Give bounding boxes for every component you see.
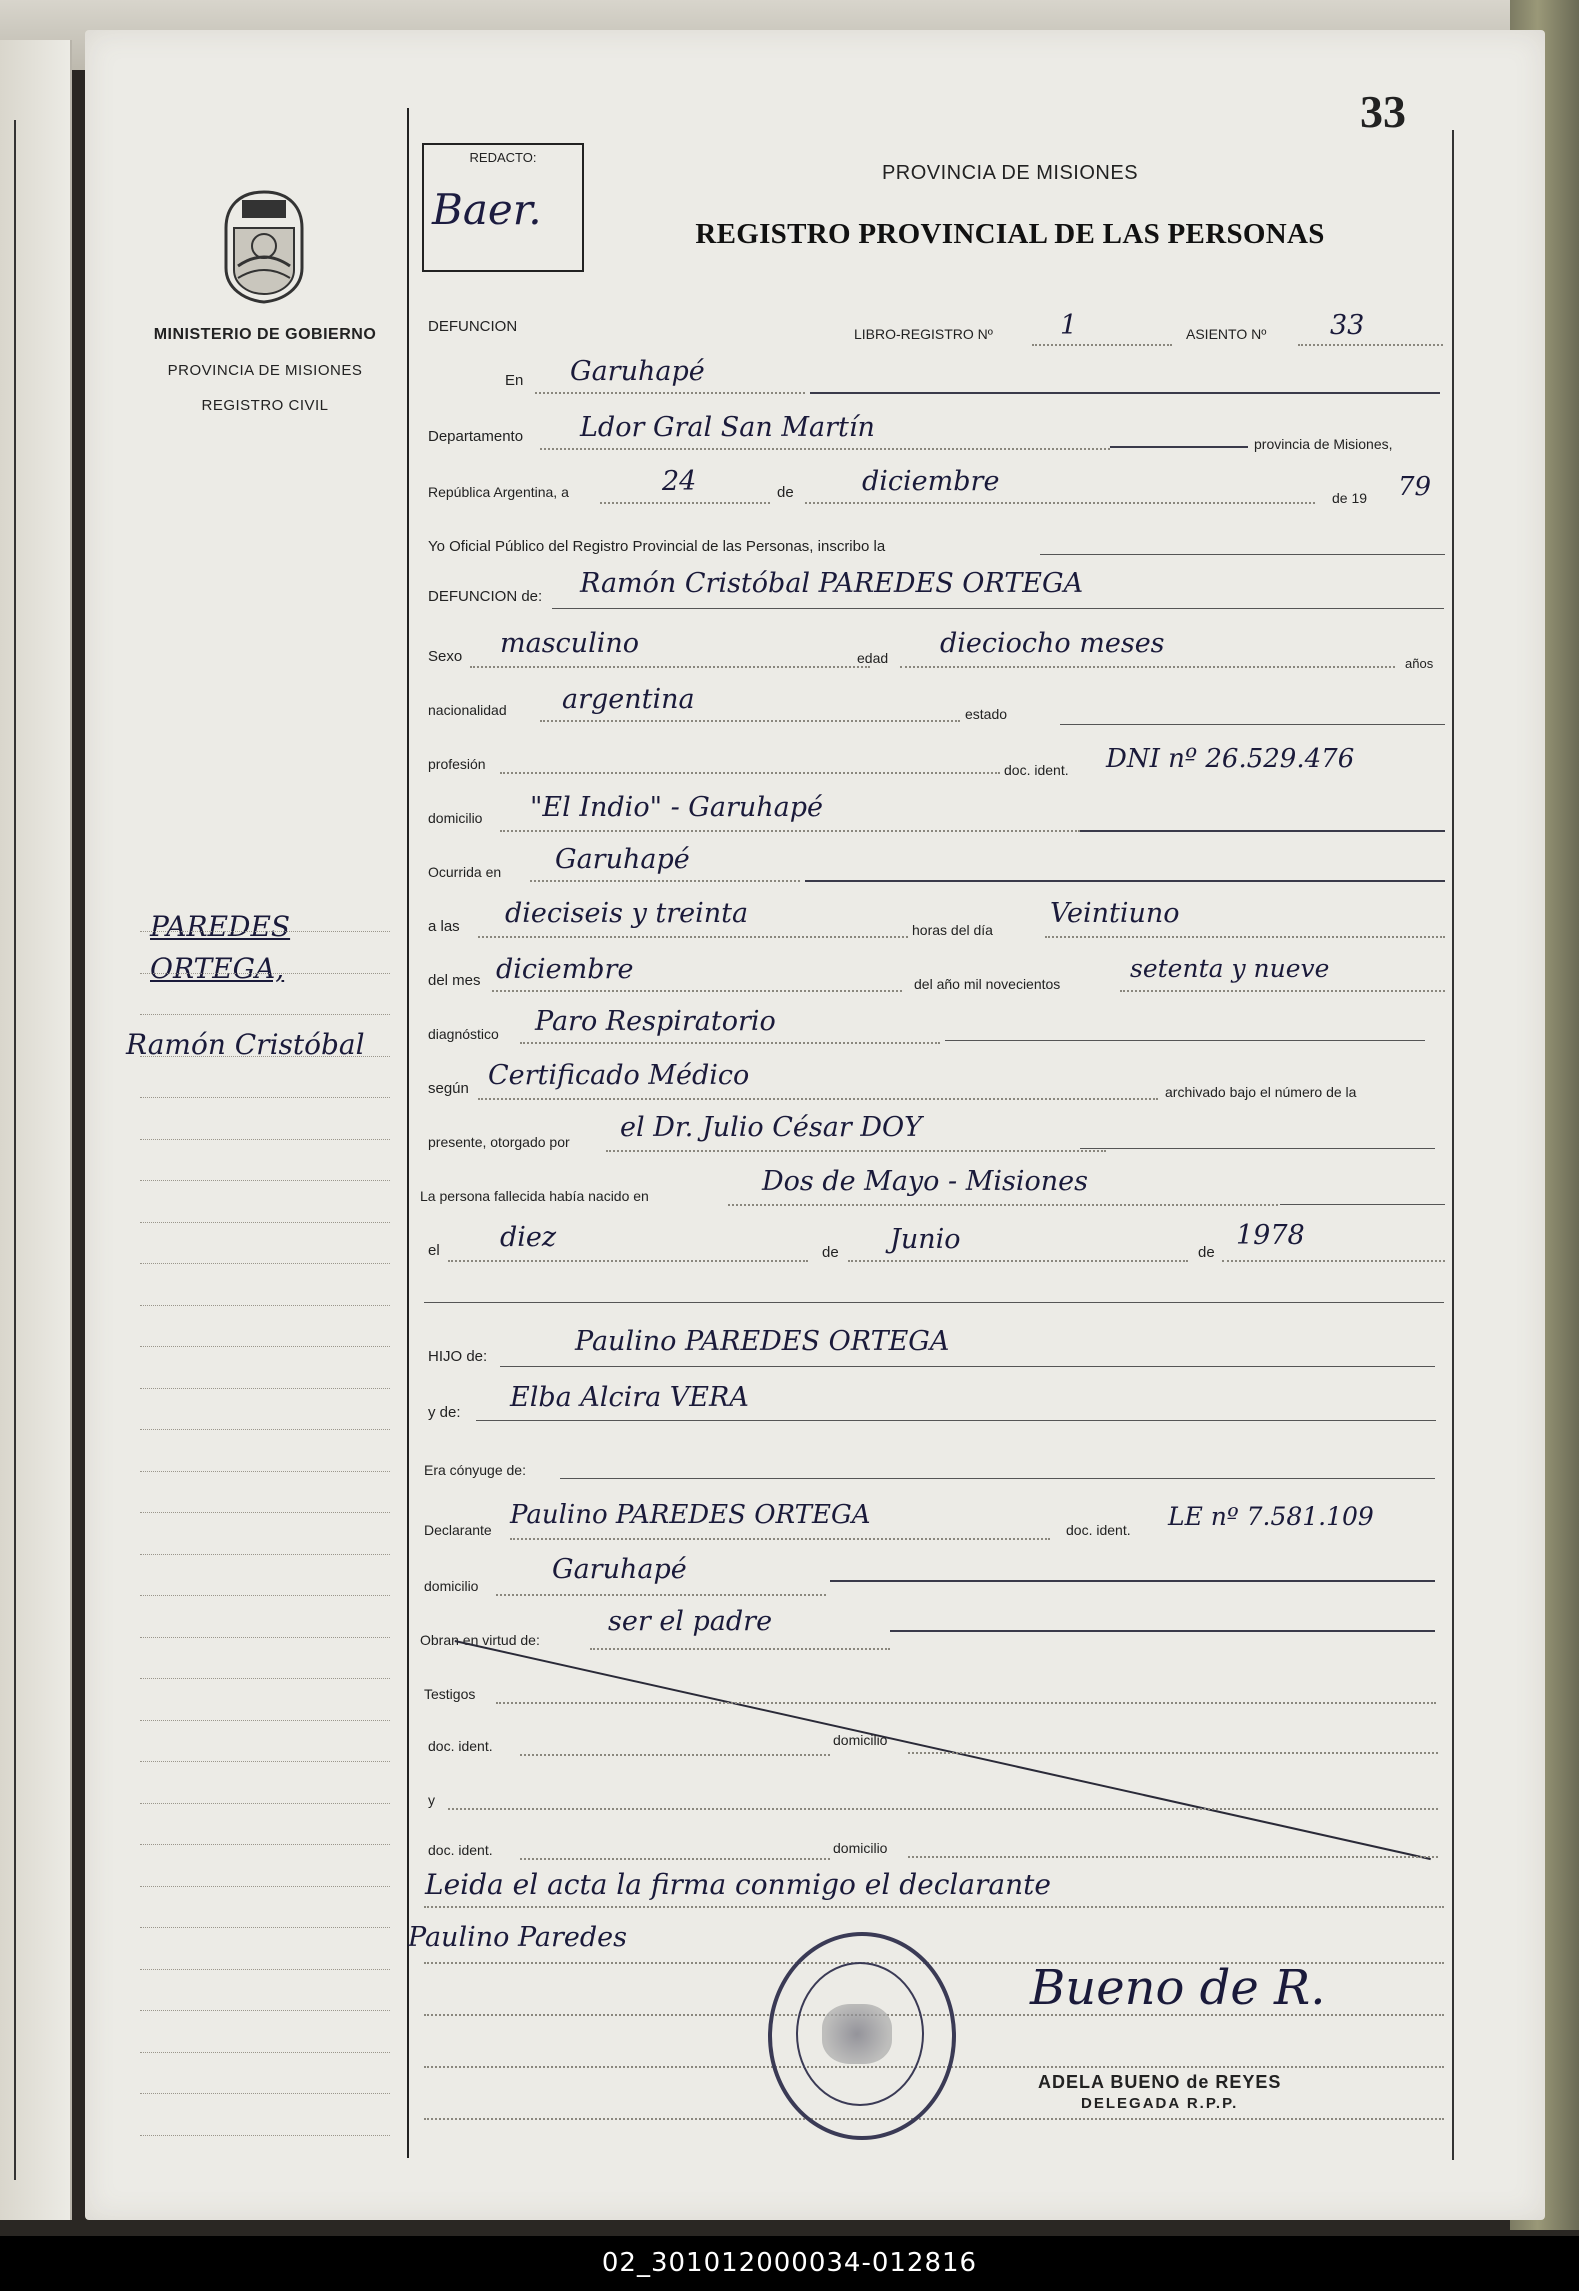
en-value: Garuhapé [570, 356, 705, 387]
asiento-value: 33 [1330, 310, 1365, 341]
doc4-label: doc. ident. [428, 1842, 493, 1858]
anio2-value: 1978 [1236, 1220, 1305, 1251]
el-label: el [428, 1242, 440, 1259]
margin-surname-2: ORTEGA, [150, 952, 285, 985]
defuncion-heading: DEFUNCION [428, 318, 518, 335]
archivado-label: archivado bajo el número de la [1165, 1084, 1357, 1100]
defuncion-de-value: Ramón Cristóbal PAREDES ORTEGA [580, 568, 1084, 599]
ocurrida-label: Ocurrida en [428, 864, 502, 880]
de-label: de [777, 484, 794, 501]
ministry-province: PROVINCIA DE MISIONES [167, 362, 363, 379]
domicilio-value: "El Indio" - Garuhapé [530, 792, 823, 823]
edad-value: dieciocho meses [940, 628, 1165, 659]
el-value: diez [500, 1222, 557, 1253]
presente-value: el Dr. Julio César DOY [620, 1112, 922, 1143]
delmes-value: diciembre [496, 954, 634, 985]
libro-value: 1 [1060, 310, 1078, 341]
horas-label: horas del día [912, 922, 993, 938]
alas-value: dieciseis y treinta [505, 898, 749, 929]
declarante-signature: Paulino Paredes [408, 1922, 627, 1953]
departamento-label: Departamento [428, 428, 524, 445]
domicilio3-label: domicilio [833, 1732, 888, 1748]
header-registry: REGISTRO PROVINCIAL DE LAS PERSONAS [695, 218, 1325, 250]
anio-mil-label: del año mil novecientos [914, 976, 1061, 992]
segun-value: Certificado Médico [488, 1060, 750, 1091]
asiento-label: ASIENTO Nº [1186, 326, 1267, 342]
mes-value: diciembre [862, 466, 1000, 497]
profesion-label: profesión [428, 756, 486, 772]
declarante-value: Paulino PAREDES ORTEGA [510, 1500, 871, 1530]
dia-texto-value: Veintiuno [1050, 898, 1180, 929]
anio-texto-value: setenta y nueve [1130, 954, 1330, 983]
province-emblem-icon [218, 188, 310, 306]
doc-ident2-value: LE nº 7.581.109 [1168, 1502, 1374, 1531]
margin-given-name: Ramón Cristóbal [126, 1028, 365, 1061]
en-label: En [505, 372, 524, 389]
sexo-label: Sexo [428, 648, 463, 665]
anios-label: años [1405, 656, 1434, 671]
segun-label: según [428, 1080, 469, 1097]
obran-value: ser el padre [608, 1606, 773, 1637]
signatory-block [1038, 2072, 1281, 2112]
official-signature: Bueno de R. [1030, 1960, 1326, 2016]
yo-text: Yo Oficial Público del Registro Provincial de las Personas, inscribo la [428, 538, 886, 555]
nacido-value: Dos de Mayo - Misiones [762, 1166, 1088, 1197]
ministry-block [130, 326, 400, 414]
hijo-value: Paulino PAREDES ORTEGA [575, 1326, 950, 1357]
conyuge-label: Era cónyuge de: [424, 1462, 526, 1478]
image-caption: 02_301012000034-012816 [0, 2236, 1579, 2291]
doc-ident-label: doc. ident. [1004, 762, 1069, 778]
estado-label: estado [965, 706, 1008, 722]
signatory-title: DELEGADA R.P.P. [1081, 2095, 1239, 2112]
de19-label: de 19 [1332, 490, 1368, 506]
nacido-label: La persona fallecida había nacido en [420, 1188, 649, 1204]
nacionalidad-value: argentina [562, 684, 695, 715]
hijo-label: HIJO de: [428, 1348, 488, 1365]
anio-value: 79 [1398, 472, 1432, 502]
declarante-label: Declarante [424, 1522, 492, 1538]
header-province: PROVINCIA DE MISIONES [881, 162, 1139, 184]
domicilio2-value: Garuhapé [552, 1554, 687, 1585]
redacto-box [422, 143, 584, 272]
page-number: 33 [1360, 86, 1406, 137]
redacto-signature: Baer. [432, 185, 542, 234]
yde-value: Elba Alcira VERA [510, 1382, 749, 1413]
obran-label: Obran en virtud de: [420, 1632, 540, 1648]
ministry-registry: REGISTRO CIVIL [201, 397, 329, 414]
alas-label: a las [428, 918, 460, 935]
republica-label: República Argentina, a [428, 484, 569, 500]
doc-ident-value: DNI nº 26.529.476 [1106, 744, 1355, 774]
sexo-value: masculino [500, 628, 639, 659]
signatory-name: ADELA BUENO de REYES [1038, 2072, 1282, 2092]
diagnostico-value: Paro Respiratorio [535, 1006, 776, 1037]
edad-label: edad [857, 650, 889, 666]
presente-label: presente, otorgado por [428, 1134, 570, 1150]
mes2-value: Junio [890, 1224, 961, 1255]
y-label: y [428, 1792, 435, 1808]
domicilio2-label: domicilio [424, 1578, 479, 1594]
margin-divider [407, 108, 409, 2158]
margin-ruled-lines [140, 930, 390, 2175]
de2-label: de [822, 1244, 839, 1261]
domicilio-label: domicilio [428, 810, 483, 826]
ocurrida-value: Garuhapé [555, 844, 690, 875]
nacionalidad-label: nacionalidad [428, 702, 507, 718]
dia-value: 24 [662, 466, 697, 497]
leida-text: Leida el acta la firma conmigo el declarante [425, 1868, 1051, 1901]
departamento-value: Ldor Gral San Martín [580, 412, 875, 443]
provincia-label: provincia de Misiones, [1254, 436, 1393, 452]
testigos-label: Testigos [424, 1686, 476, 1702]
margin-surname-1: PAREDES [150, 910, 291, 943]
doc-ident2-label: doc. ident. [1066, 1522, 1131, 1538]
domicilio4-label: domicilio [833, 1840, 888, 1856]
yde-label: y de: [428, 1404, 461, 1421]
de3-label: de [1198, 1244, 1215, 1261]
ministry-name: MINISTERIO DE GOBIERNO [153, 326, 377, 343]
redacto-label: REDACTO: [469, 150, 537, 165]
left-page-edge [0, 40, 72, 2220]
defuncion-de-label: DEFUNCION de: [428, 588, 543, 605]
diagnostico-label: diagnóstico [428, 1026, 499, 1042]
delmes-label: del mes [428, 972, 481, 989]
libro-label: LIBRO-REGISTRO Nº [854, 326, 993, 342]
right-rule [1452, 130, 1454, 2160]
doc3-label: doc. ident. [428, 1738, 493, 1754]
official-stamp-icon [768, 1932, 956, 2140]
